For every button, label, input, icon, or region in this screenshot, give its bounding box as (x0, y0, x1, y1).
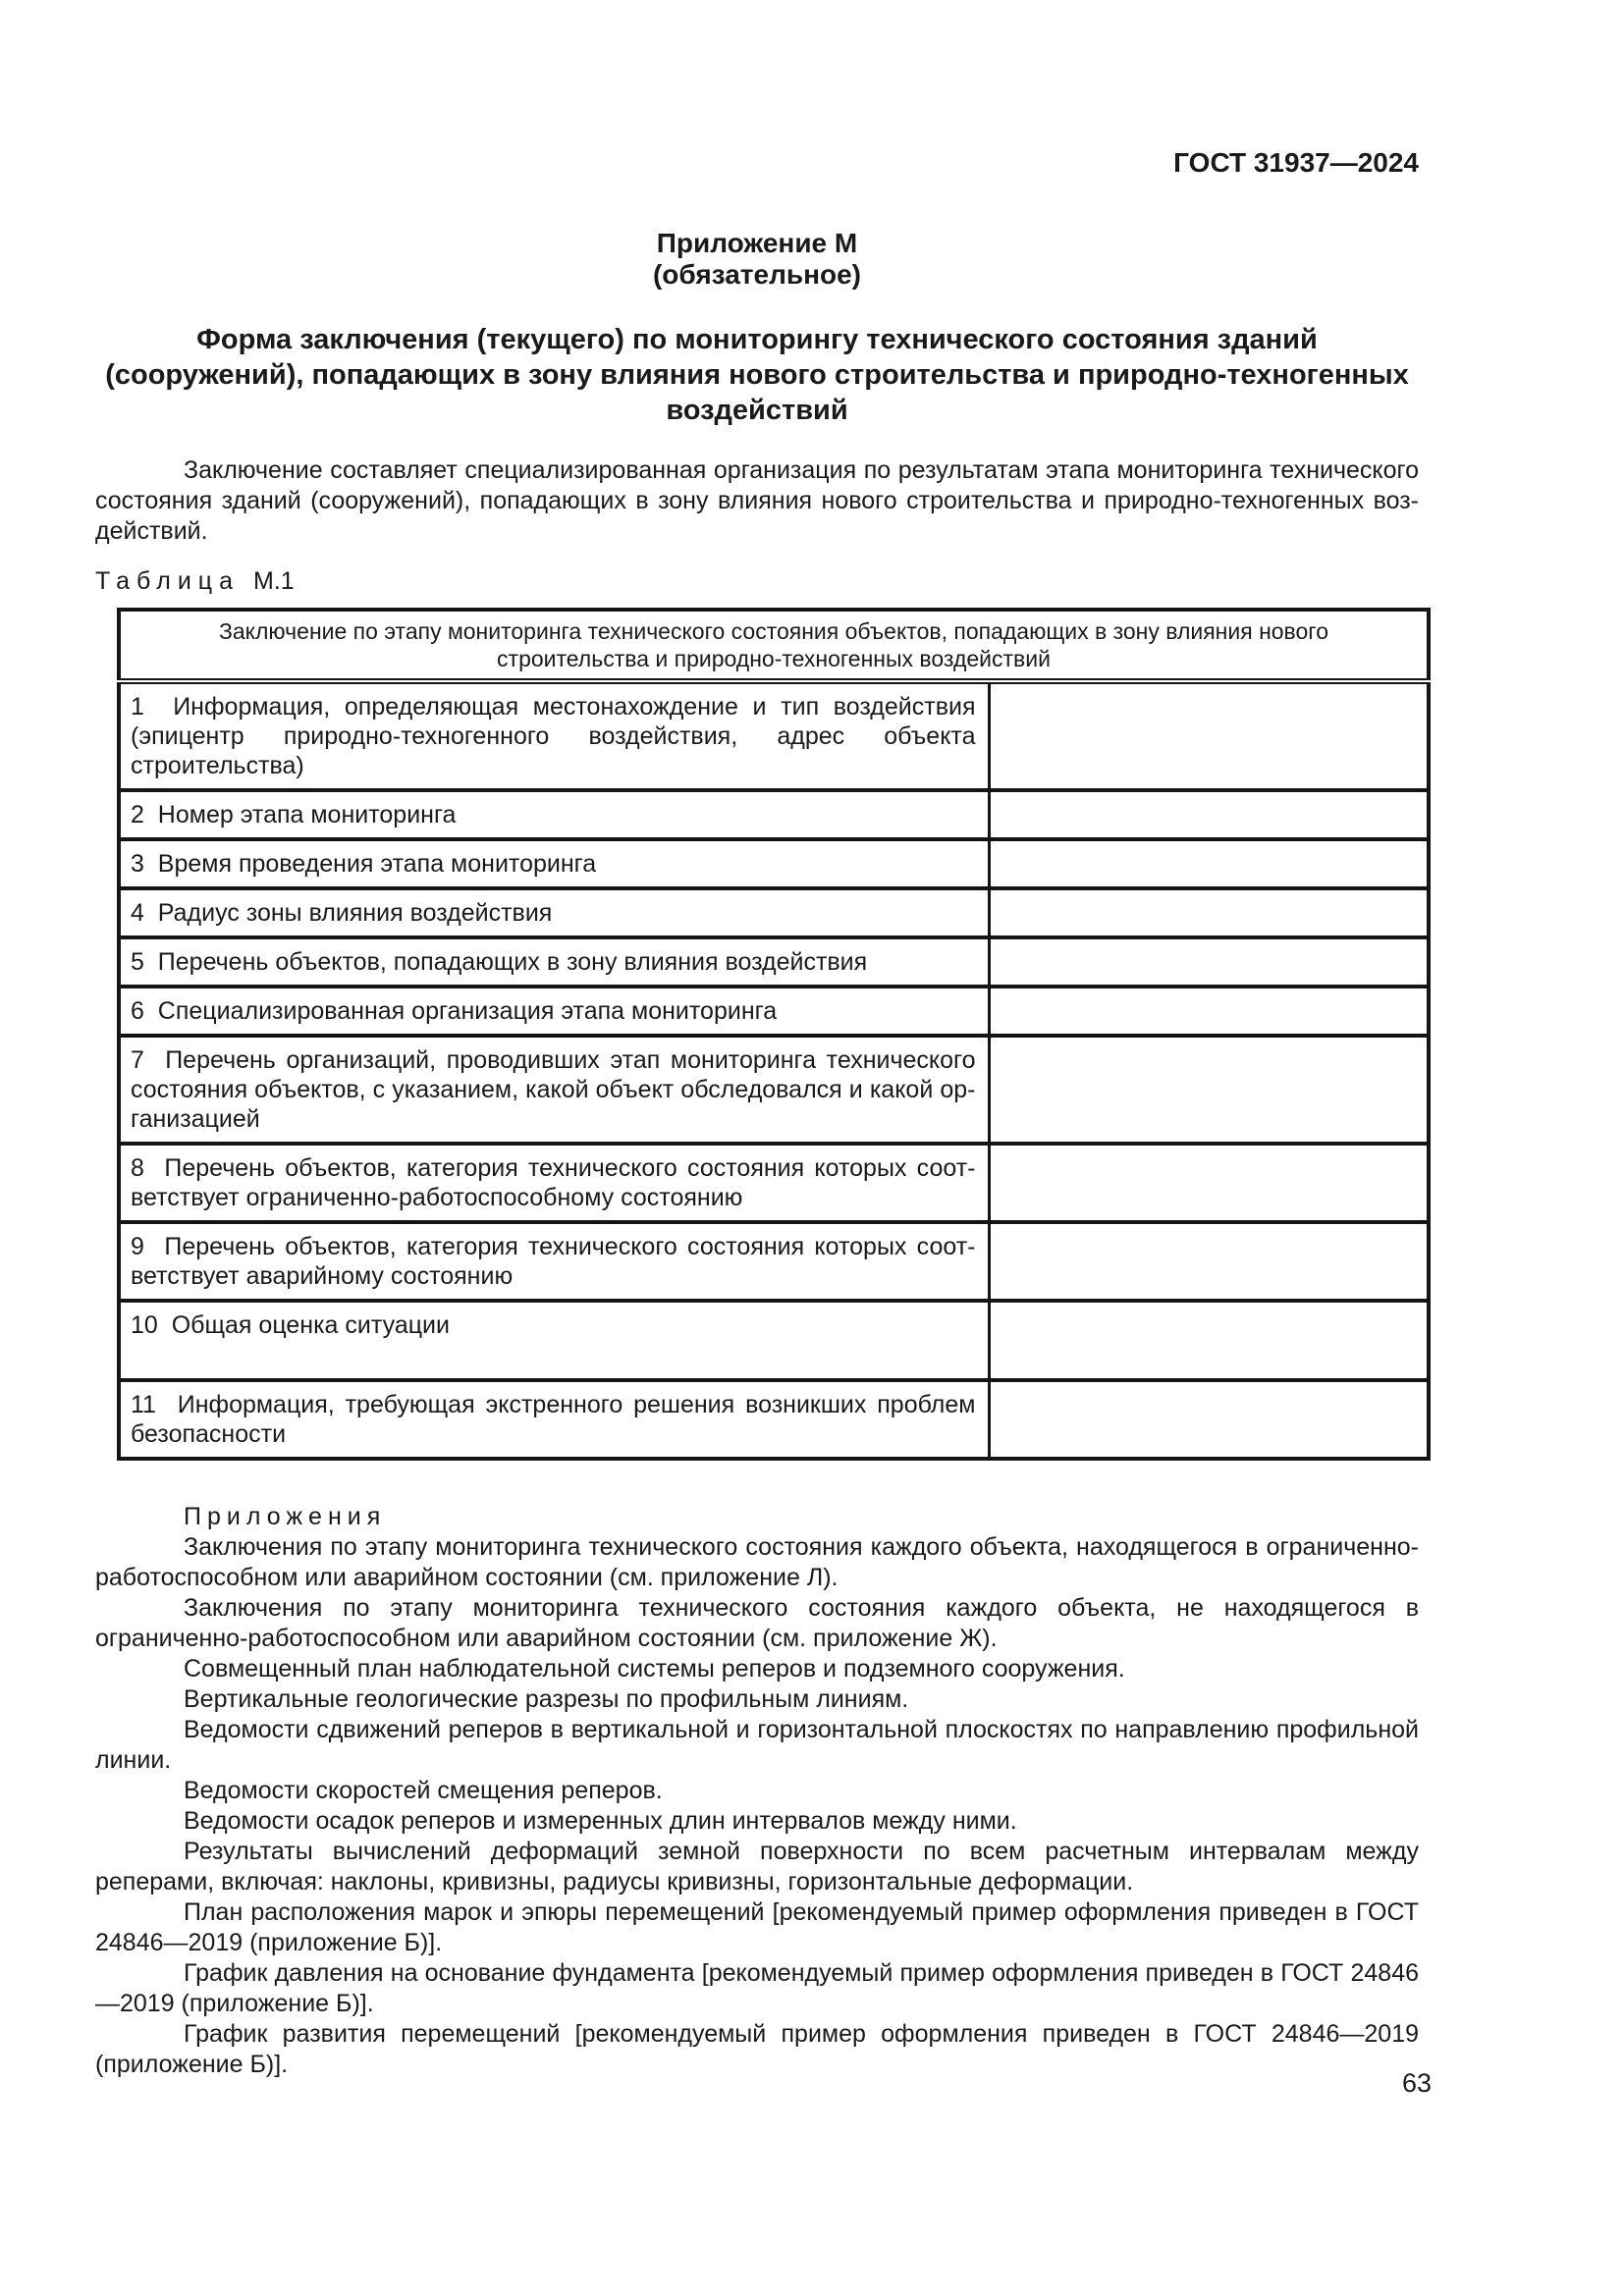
row-label-cell: 9 Перечень объектов, категория технического состояния которых соответствует аварийному состоянию (119, 1222, 989, 1301)
appendix-item: Заключения по этапу мониторинга технического состояния каждого объекта, находящегося в ограниченно-работоспособном или аварийном состоянии (см. приложение Л). (95, 1533, 1419, 1591)
appendix-item: Заключения по этапу мониторинга технического состояния каждого объекта, не находящегося в ограниченно-работоспособном или аварийном состоянии (см. приложение Ж). (95, 1594, 1419, 1652)
table-caption (95, 566, 1419, 596)
row-label-cell: 7 Перечень организаций, проводивших этап мониторинга технического состояния объектов, с указанием, какой объект обследовался и какой организацией (119, 1036, 989, 1144)
row-label-cell: 2 Номер этапа мониторинга (119, 790, 989, 839)
row-value-cell (989, 987, 1429, 1036)
row-value-cell (989, 681, 1429, 790)
table-header-cell: Заключение по этапу мониторинга технического состояния объектов, попадающих в зону влияния нового строительства и природно-техногенных воздействий (119, 610, 1429, 681)
table-row (119, 1144, 1429, 1222)
appendix-item: График развития перемещений [рекомендуемый пример оформления приведен в ГОСТ 24846—2019 (приложение Б)]. (95, 2020, 1419, 2078)
appendix-item: Результаты вычислений деформаций земной поверхности по всем расчетным интервалам между реперами, включая: наклоны, кривизны, радиусы кривизны, горизонтальные деформации. (95, 1838, 1419, 1896)
row-value-cell (989, 888, 1429, 937)
row-value-cell (989, 937, 1429, 987)
annex-label: Приложение М (656, 228, 858, 258)
row-value-cell (989, 1036, 1429, 1144)
appendix-item: Ведомости осадок реперов и измеренных длин интервалов между ними. (184, 1807, 1017, 1835)
appendices-heading: Приложения (184, 1503, 387, 1530)
form-title: Форма заключения (текущего) по мониторингу технического состояния зданий (сооружений), попадающих в зону влияния нового строительства и природно-техногенных воздействий (105, 324, 1409, 426)
table-row (119, 1380, 1429, 1459)
appendices-section (95, 1502, 1419, 2080)
table-row (119, 987, 1429, 1036)
appendix-item: Вертикальные геологические разрезы по профильным линиям. (184, 1685, 909, 1713)
appendix-item: Ведомости сдвижений реперов в вертикальной и горизонтальной плоскостях по направлению профильной линии. (95, 1716, 1419, 1774)
table-caption-number: М.1 (253, 567, 295, 595)
row-label-cell: 3 Время проведения этапа мониторинга (119, 839, 989, 888)
row-value-cell (989, 790, 1429, 839)
row-label-cell: 1 Информация, определяющая местонахождение и тип воздействия (эпицентр природно-техногенного воздействия, адрес объекта строительства) (131, 693, 976, 779)
page-number: 63 (1401, 2068, 1432, 2098)
appendices-list (95, 1532, 1419, 2080)
row-label-cell: 4 Радиус зоны влияния воздействия (119, 888, 989, 937)
row-value-cell (989, 1301, 1429, 1380)
row-label-cell: 11 Информация, требующая экстренного решения возникших проблем безопасности (119, 1380, 989, 1459)
monitoring-table (117, 608, 1431, 1461)
row-label-cell: 10 Общая оценка ситуации (119, 1301, 989, 1380)
appendix-item: План расположения марок и эпюры перемещений [рекомендуемый пример оформления приведен в ГОСТ 24846—2019 (приложение Б)]. (95, 1898, 1419, 1956)
row-label-cell: 6 Специализированная организация этапа мониторинга (119, 987, 989, 1036)
appendix-item: Совмещенный план наблюдательной системы реперов и подземного сооружения. (184, 1655, 1125, 1682)
row-value-cell (989, 1144, 1429, 1222)
table-caption-word: Таблица (95, 567, 241, 595)
row-value-cell (989, 1380, 1429, 1459)
annex-obligation: (обязательное) (652, 259, 861, 290)
standard-designation: ГОСТ 31937—2024 (1173, 147, 1419, 178)
table-row (119, 1036, 1429, 1144)
row-label-cell: 5 Перечень объектов, попадающих в зону влияния воздействия (119, 937, 989, 987)
table-row (119, 1301, 1429, 1380)
monitoring-table-body (119, 681, 1429, 1459)
row-label-cell: 8 Перечень объектов, категория технического состояния которых соответствует ограниченно-работоспособному состоянию (119, 1144, 989, 1222)
table-header-row (119, 610, 1429, 681)
table-row (119, 839, 1429, 888)
table-row (119, 790, 1429, 839)
table-row (119, 937, 1429, 987)
row-value-cell (989, 1222, 1429, 1301)
intro-paragraph: Заключение составляет специализированная организация по результатам этапа мониторинга технического состояния зданий (сооружений), попадающих в зону влияния нового строительства и природно-техногенных воздействий. (95, 456, 1419, 545)
row-value-cell (989, 839, 1429, 888)
table-row (119, 1222, 1429, 1301)
appendix-item: График давления на основание фундамента [рекомендуемый пример оформления приведен в ГОСТ 24846—2019 (приложение Б)]. (95, 1959, 1419, 2017)
appendix-item: Ведомости скоростей смещения реперов. (184, 1777, 663, 1804)
table-row (119, 681, 1429, 790)
table-row (119, 888, 1429, 937)
